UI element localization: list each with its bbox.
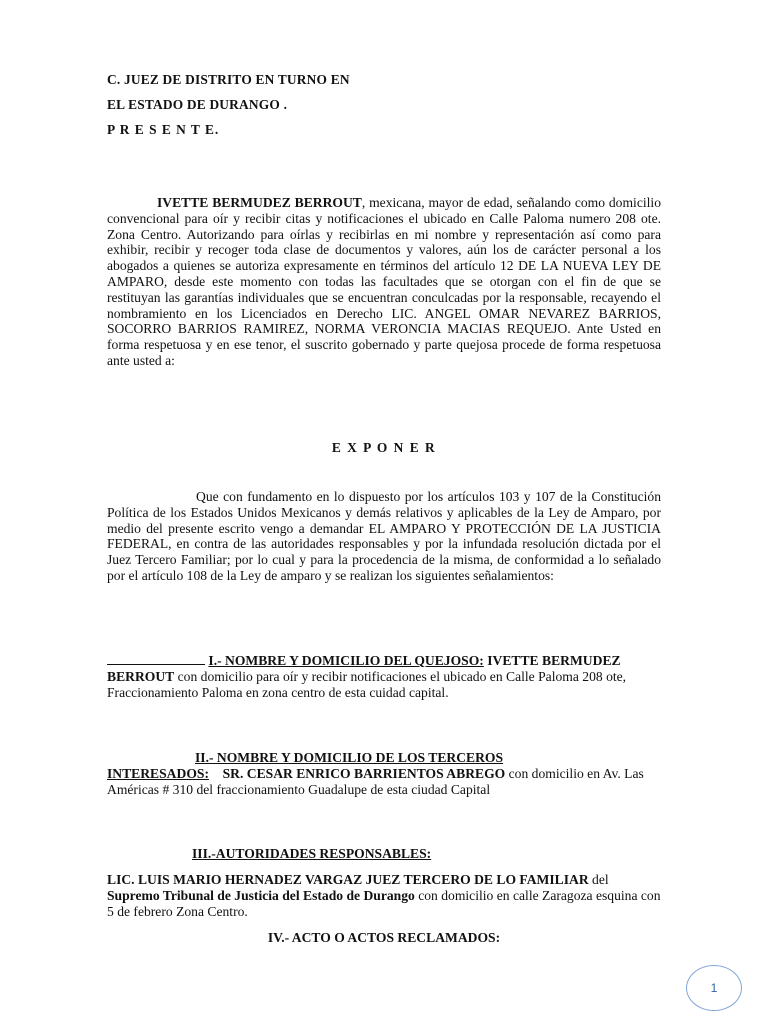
section-terceros — [107, 750, 661, 797]
section-autoridades-heading-wrap — [107, 846, 661, 862]
foundation-paragraph: Que con fundamento en lo dispuesto por los artículos 103 y 107 de la Constitución Política de los Estados Unidos Mexicanos y demás relativos y aplicables de la Ley de Amparo, por medio del presente escrito vengo a demandar EL AMPARO Y PROTECCIÓN DE LA JUSTICIA FEDERAL, en contra de las autoridades responsables y por la infundada resolución dictada por el Juez Tercero Familiar; por lo cual y para la procedencia de la misma, de conformidad a lo señalado por el artículo 108 de la Ley de amparo y se realizan los siguientes señalamientos: — [107, 489, 661, 583]
intro-text: , mexicana, mayor de edad, señalando como domicilio convencional para oír y recibir citas y notificaciones el ubicado en Calle Paloma numero 208 ote. Zona Centro. Autorizando para oírlas y recibirlas en mi nombre y representación así como para exhibir, recibir y recoger toda clase de documentos y valores, aún los de carácter personal a los abogados a quienes se autoriza expresamente en términos del artículo 12 DE LA NUEVA LEY DE AMPARO, desde este momento con todas las facultades que se otorgan con el fin de que se restituyan las garantías individuales que se encuentran conculcadas por la responsable, recayendo el nombramiento en los Licenciados en Derecho LIC. ANGEL OMAR NEVAREZ BARRIOS, SOCORRO BARRIOS RAMIREZ, NORMA VERONCIA MACIAS REQUEJO. Ante Usted en forma respetuosa y en ese tenor, el suscrito gobernado y parte quejosa procede de forma respetuosa ante usted a: — [107, 195, 661, 368]
section-actos-heading: IV.- ACTO O ACTOS RECLAMADOS: — [267, 930, 501, 945]
addressee-line-3: P R E S E N T E. — [107, 122, 220, 137]
page-number: 1 — [710, 981, 718, 995]
intro-paragraph — [107, 195, 661, 369]
section-quejoso-text: con domicilio para oír y recibir notificaciones el ubicado en Calle Paloma 208 ote, Fraccionamiento Paloma en zona centro de esta cuidad capital. — [107, 668, 627, 700]
section-autoridades — [107, 872, 661, 919]
page-number-badge — [686, 965, 742, 1011]
section-quejoso-heading: I.- NOMBRE Y DOMICILIO DEL QUEJOSO: — [208, 653, 484, 668]
section-actos-heading-wrap — [107, 930, 661, 946]
exponer-heading: E X P O N E R — [331, 440, 437, 455]
section-terceros-text: con domicilio en Av. Las Américas # 310 del fraccionamiento Guadalupe de esta ciudad Capital — [107, 765, 644, 797]
addressee-line-2: EL ESTADO DE DURANGO . — [107, 97, 288, 112]
section-autoridades-heading: III.-AUTORIDADES RESPONSABLES: — [192, 846, 432, 861]
section-autoridades-text-a: del — [588, 872, 609, 887]
section-quejoso — [107, 652, 661, 700]
intro-name: IVETTE BERMUDEZ BERROUT — [157, 195, 362, 210]
section-autoridades-court: Supremo Tribunal de Justicia del Estado de Durango — [107, 887, 415, 903]
section-autoridades-text-b: con domicilio en calle Zaragoza esquina con 5 de febrero Zona Centro. — [107, 887, 661, 919]
section-quejoso-name: IVETTE BERMUDEZ BERROUT — [107, 653, 621, 684]
section-autoridades-name: LIC. LUIS MARIO HERNADEZ VARGAZ JUEZ TERCERO DE LO FAMILIAR — [107, 872, 589, 887]
section-terceros-name: SR. CESAR ENRICO BARRIENTOS ABREGO — [222, 765, 506, 781]
addressee-line-1: C. JUEZ DE DISTRITO EN TURNO EN — [107, 72, 350, 87]
section-terceros-heading-a: II.- NOMBRE Y DOMICILIO DE LOS TERCEROS — [195, 750, 504, 765]
section-terceros-heading-b: INTERESADOS: — [107, 765, 209, 781]
